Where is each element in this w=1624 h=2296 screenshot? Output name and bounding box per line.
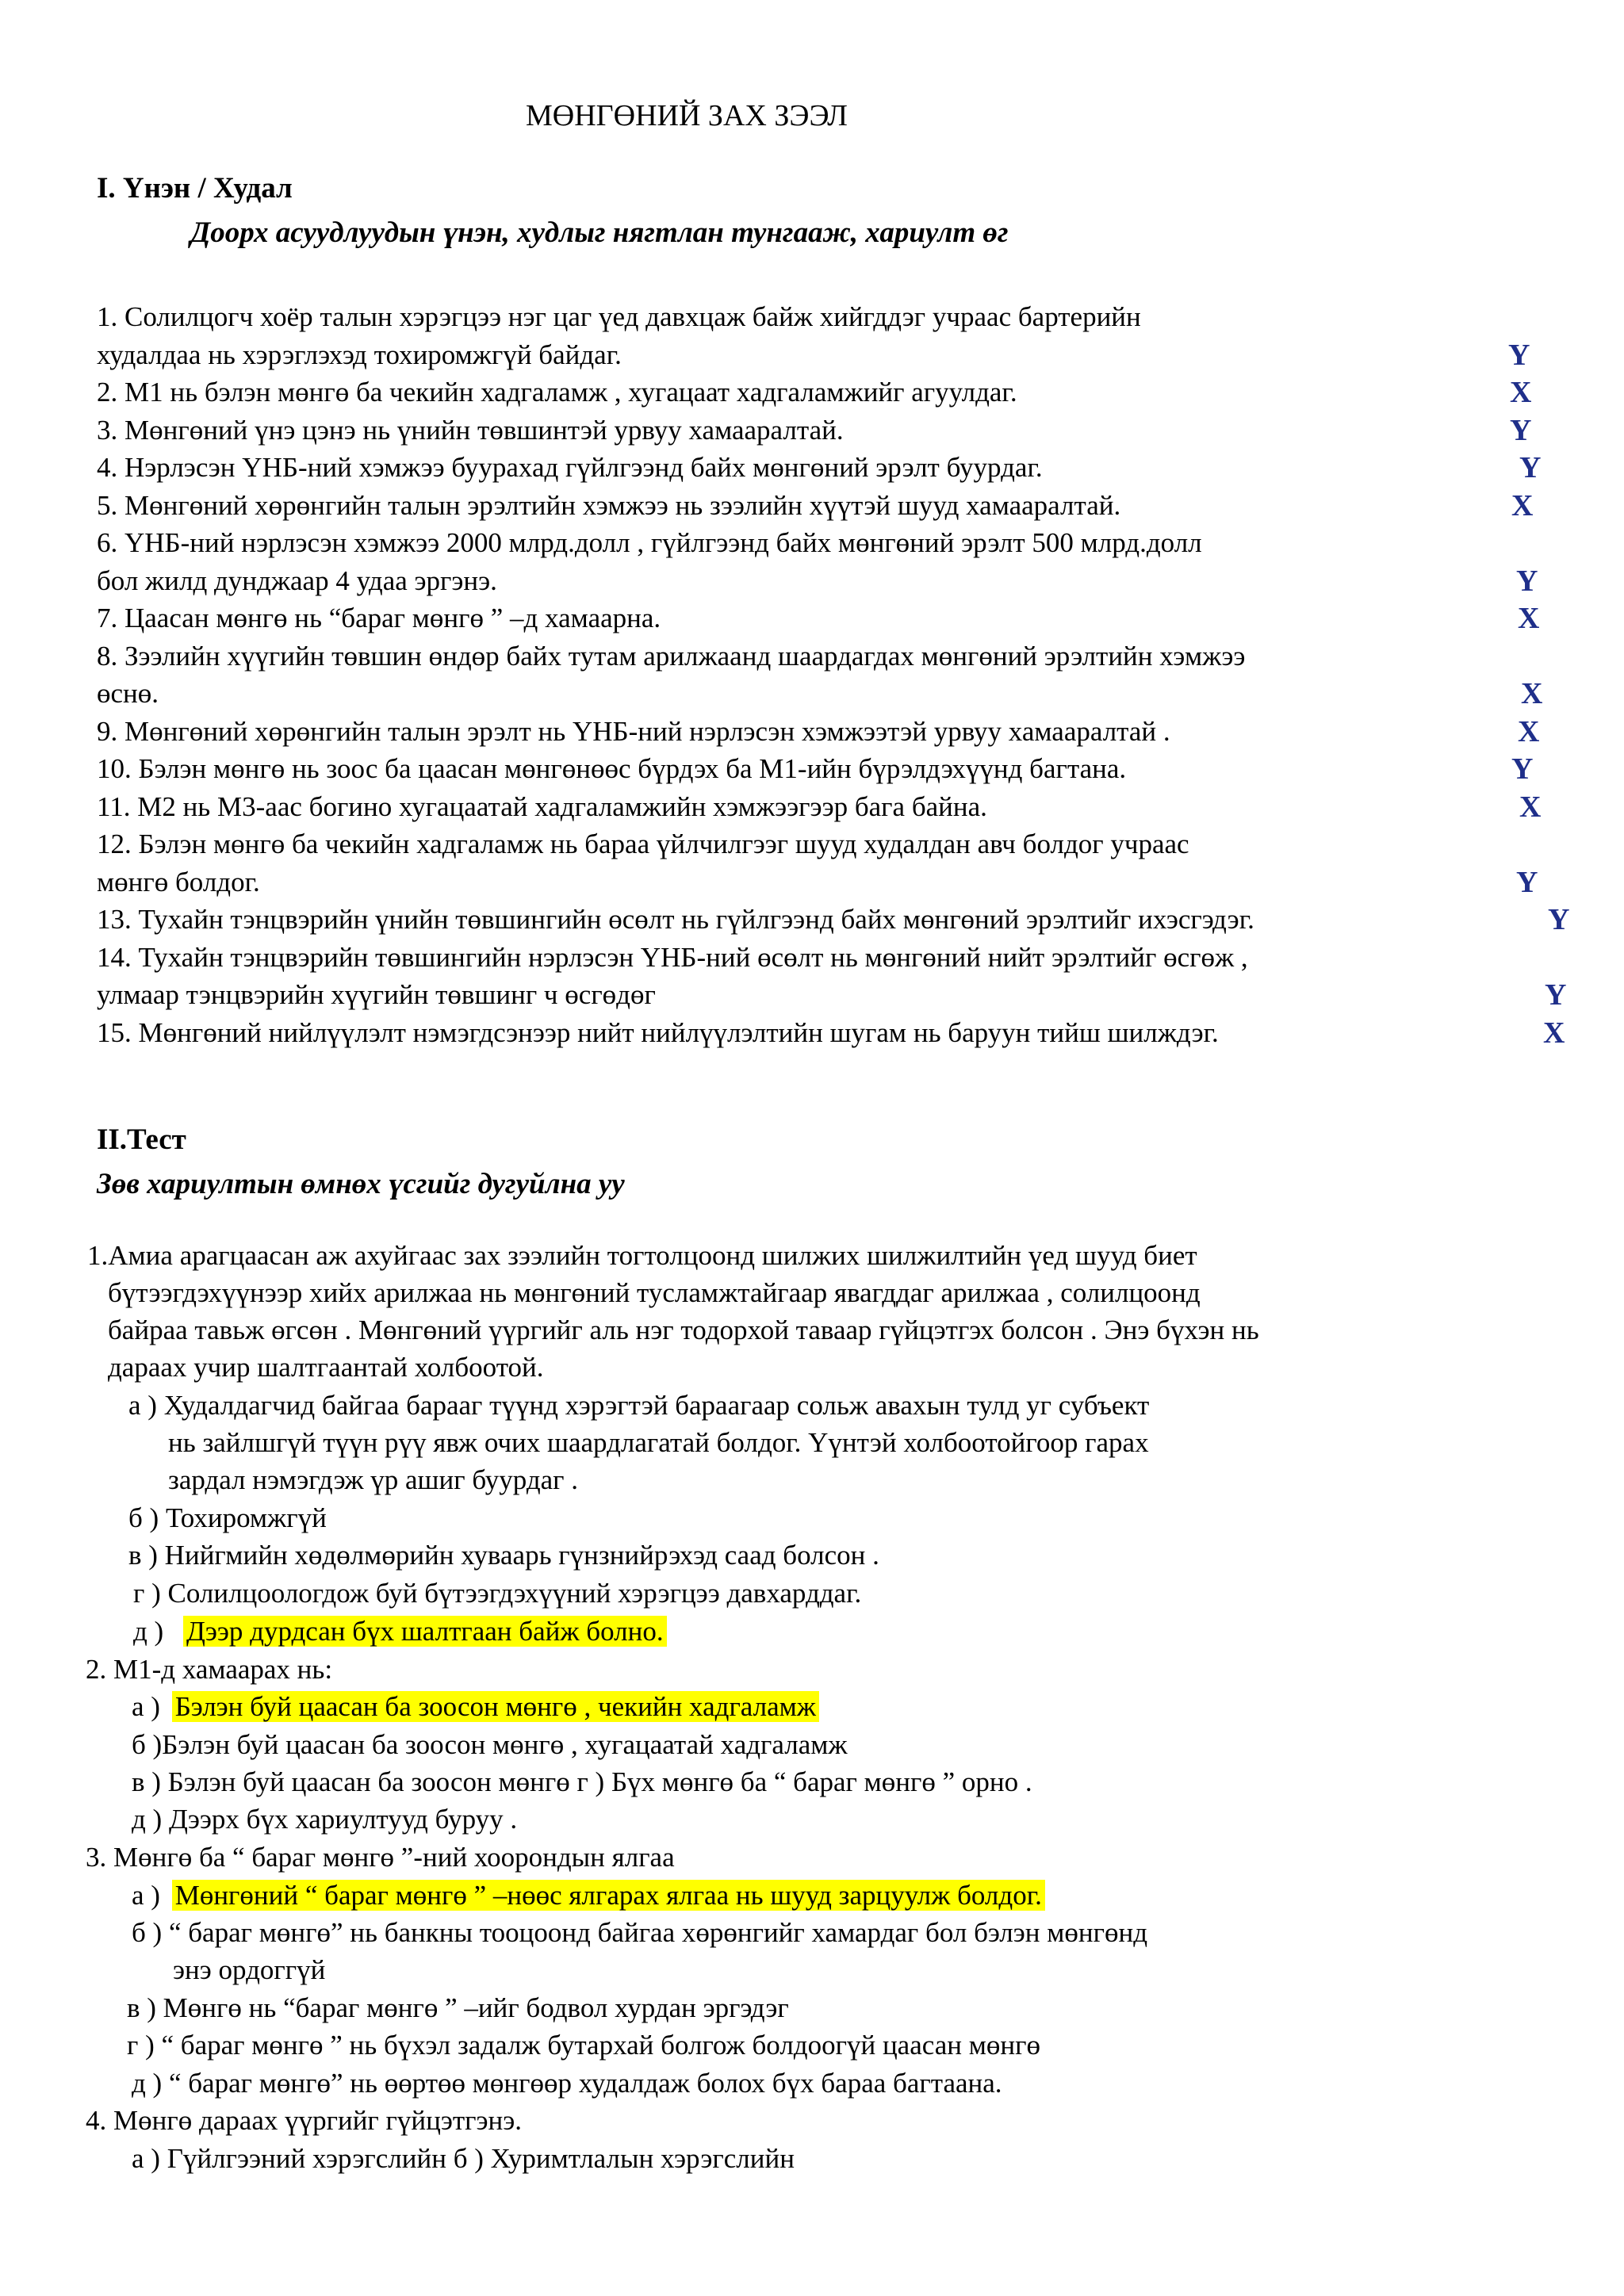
q2-option-a-highlighted: Бэлэн буй цаасан ба зоосон мөнгө , чекийн хадгаламж — [172, 1691, 819, 1722]
tf-answer-mark: Y — [1545, 978, 1567, 1012]
tf-item-text: 1. Солилцогч хоёр талын хэрэгцээ нэг цаг үед давхцаж байж хийгддэг учраас бартерийн — [97, 301, 1141, 332]
tf-answer-mark: Y — [1519, 451, 1542, 484]
tf-answer-mark: X — [1511, 488, 1534, 522]
tf-item-text: 15. Мөнгөний нийлүүлэлт нэмэгдсэнээр нийт нийлүүлэлтийн шугам нь баруун тийш шилждэг. — [97, 1016, 1219, 1048]
tf-item-text: 12. Бэлэн мөнгө ба чекийн хадгаламж нь бараа үйлчилгээг шууд худалдан авч болдог учраас — [97, 828, 1189, 859]
q2-option-a — [132, 1689, 819, 1724]
q3-option-a-prefix: а ) — [132, 1880, 160, 1911]
q2-stem: 2. М1-д хамаарах нь: — [86, 1654, 333, 1685]
q1-option-g: г ) Солилцоологдож буй бүтээгдэхүүний хэрэгцээ давхарддаг. — [133, 1578, 862, 1609]
tf-item-text: 4. Нэрлэсэн ҮНБ-ний хэмжээ буурахад гүйлгээнд байх мөнгөний эрэлт буурдаг. — [97, 452, 1043, 483]
q3-option-a-highlighted: Мөнгөний “ бараг мөнгө ” –нөөс ялгарах ялгаа нь шууд зарцуулж болдог. — [172, 1880, 1045, 1911]
tf-item-text: 5. Мөнгөний хөрөнгийн талын эрэлтийн хэмжээ нь зээлийн хүүтэй шууд хамааралтай. — [97, 489, 1121, 521]
q3-option-d: д ) “ бараг мөнгө” нь өөртөө мөнгөөр худалдаж болох бүх бараа багтаана. — [132, 2068, 1002, 2099]
q1-stem-line: байраа тавьж өгсөн . Мөнгөний үүргийг аль нэг тодорхой тавааp гүйцэтгэх болсон . Энэ бүхэн нь — [108, 1314, 1259, 1345]
tf-item-text: 11. М2 нь М3-аас богино хугацаатай хадгаламжийн хэмжээгээр бага байна. — [97, 790, 987, 822]
q1-option-a-cont: зардал нэмэгдэж үр ашиг буурдаг . — [168, 1464, 579, 1495]
tf-item-text-cont: улмаар тэнцвэрийн хүүгийн төвшинг ч өсгөдөг — [97, 979, 656, 1010]
q4-options: а ) Гүйлгээний хэрэгслийн б ) Хуримтлалын хэрэгслийн — [132, 2143, 795, 2174]
tf-item-text: 8. Зээлийн хүүгийн төвшин өндөр байх тутам арилжаанд шаардагдах мөнгөний эрэлтийн хэмжээ — [97, 640, 1246, 672]
tf-answer-mark: Y — [1548, 903, 1570, 936]
tf-item-text: 7. Цаасан мөнгө нь “бараг мөнгө ” –д хамаарна. — [97, 603, 661, 633]
tf-answer-mark: X — [1510, 376, 1532, 409]
q3-stem: 3. Мөнгө ба “ бараг мөнгө ”-ний хоорондын ялгаа — [86, 1842, 675, 1873]
q3-option-g: г ) “ бараг мөнгө ” нь бүхэл задалж бутархай болгож болдоогүй цаасан мөнгө — [127, 2030, 1040, 2061]
tf-answer-mark: X — [1519, 790, 1542, 824]
tf-answer-mark: X — [1521, 677, 1543, 710]
q1-option-v: в ) Нийгмийн хөдөлмөрийн хуваарь гүнзнийрэхэд саад болсон . — [128, 1540, 879, 1571]
q2-option-d: д ) Дээрх бүх хариултууд буруу . — [132, 1804, 518, 1835]
tf-answer-mark: X — [1543, 1016, 1565, 1050]
q2-option-a-prefix: а ) — [132, 1691, 160, 1722]
tf-answer-mark: Y — [1508, 338, 1530, 372]
q1-option-d — [133, 1614, 667, 1649]
tf-item-text: 2. М1 нь бэлэн мөнгө ба чекийн хадгаламж , хугацаат хадгаламжийг агуулдаг. — [97, 377, 1017, 408]
section-2-instruction: Зөв хариултын өмнөх үсгийг дугуйлна уу — [97, 1168, 625, 1200]
tf-item-text: 10. Бэлэн мөнгө нь зоос ба цаасан мөнгөнөөс бүрдэх ба М1-ийн бүрэлдэхүүнд багтана. — [97, 753, 1127, 784]
q3-option-a — [132, 1878, 1045, 1913]
tf-item-text-cont: мөнгө болдог. — [97, 866, 260, 897]
tf-answer-mark: X — [1518, 602, 1540, 635]
tf-answer-mark: Y — [1516, 564, 1538, 598]
tf-item-text: 3. Мөнгөний үнэ цэнэ нь үнийн төвшинтэй урвуу хамааралтай. — [97, 414, 844, 446]
section-2-heading: II.Тест — [97, 1123, 186, 1156]
tf-item-text-cont: худалдаа нь хэрэглэхэд тохиромжгүй байдаг. — [97, 339, 622, 370]
section-1-instruction: Доорх асуудлуудын үнэн, худлыг нягтлан тунгааж, хариулт өг — [190, 216, 1009, 249]
tf-answer-mark: Y — [1516, 865, 1538, 899]
tf-item-text-cont: өснө. — [97, 678, 159, 709]
q1-option-d-highlighted: Дээр дурдсан бүх шалтгаан байж болно. — [183, 1616, 667, 1647]
q4-stem: 4. Мөнгө дараах үүргийг гүйцэтгэнэ. — [86, 2105, 523, 2136]
tf-item-text: 13. Тухайн тэнцвэрийн үнийн төвшингийн өсөлт нь гүйлгээнд байх мөнгөний эрэлтийг ихэсгэдэг. — [97, 904, 1254, 935]
q2-option-b: б )Бэлэн буй цаасан ба зоосон мөнгө , хугацаатай хадгаламж — [132, 1729, 848, 1760]
q1-option-a: а ) Худалдагчид байгаа барааг түүнд хэрэгтэй бараагаар сольж авахын тулд уг субъект — [128, 1390, 1150, 1421]
q1-option-a-cont: нь зайлшгүй түүн рүү явж очих шаардлагатай болдог. Үүнтэй холбоотойгоор гарах — [168, 1427, 1149, 1458]
q1-option-b: б ) Тохиромжгүй — [128, 1502, 327, 1533]
q3-option-b-cont: энэ ордоггүй — [173, 1954, 326, 1985]
q3-option-v: в ) Мөнгө нь “бараг мөнгө ” –ийг бодвол хурдан эргэдэг — [127, 1992, 789, 2023]
tf-answer-mark: Y — [1511, 752, 1534, 786]
tf-item-text-cont: бол жилд дунджаар 4 удаа эргэнэ. — [97, 564, 497, 596]
tf-item-text: 6. ҮНБ-ний нэрлэсэн хэмжээ 2000 млрд.долл , гүйлгээнд байх мөнгөний эрэлт 500 млрд.долл — [97, 527, 1202, 558]
tf-item-text: 14. Тухайн тэнцвэрийн төвшингийн нэрлэсэн ҮНБ-ний өсөлт нь мөнгөний нийт эрэлтийг өсгөж , — [97, 941, 1248, 973]
q1-stem-line: дараах учир шалтгаантай холбоотой. — [108, 1352, 544, 1383]
page-title: МӨНГӨНИЙ ЗАХ ЗЭЭЛ — [526, 99, 848, 132]
section-1-heading: I. Үнэн / Худал — [97, 172, 293, 205]
q1-stem-line: бүтээгдэхүүнээр хийх арилжаа нь мөнгөний тусламжтайгаар явагддаг арилжаа , солилцоонд — [108, 1277, 1201, 1308]
q1-stem-line: 1.Амиа арагцаасан аж ахуйгаас зах зээлийн тогтолцоонд шилжих шилжилтийн үед шууд биет — [87, 1240, 1197, 1271]
tf-answer-mark: X — [1518, 714, 1540, 748]
tf-answer-mark: Y — [1510, 413, 1532, 447]
q3-option-b: б ) “ бараг мөнгө” нь банкны тооцоонд байгаа хөрөнгийг хамардаг бол бэлэн мөнгөнд — [132, 1917, 1148, 1948]
q2-option-v-g: в ) Бэлэн буй цаасан ба зоосон мөнгө г ) Бүх мөнгө ба “ бараг мөнгө ” орно . — [132, 1766, 1032, 1797]
tf-item-text: 9. Мөнгөний хөрөнгийн талын эрэлт нь ҮНБ-ний нэрлэсэн хэмжээтэй урвуу хамааралтай . — [97, 715, 1170, 747]
q1-option-d-prefix: д ) — [133, 1616, 164, 1647]
